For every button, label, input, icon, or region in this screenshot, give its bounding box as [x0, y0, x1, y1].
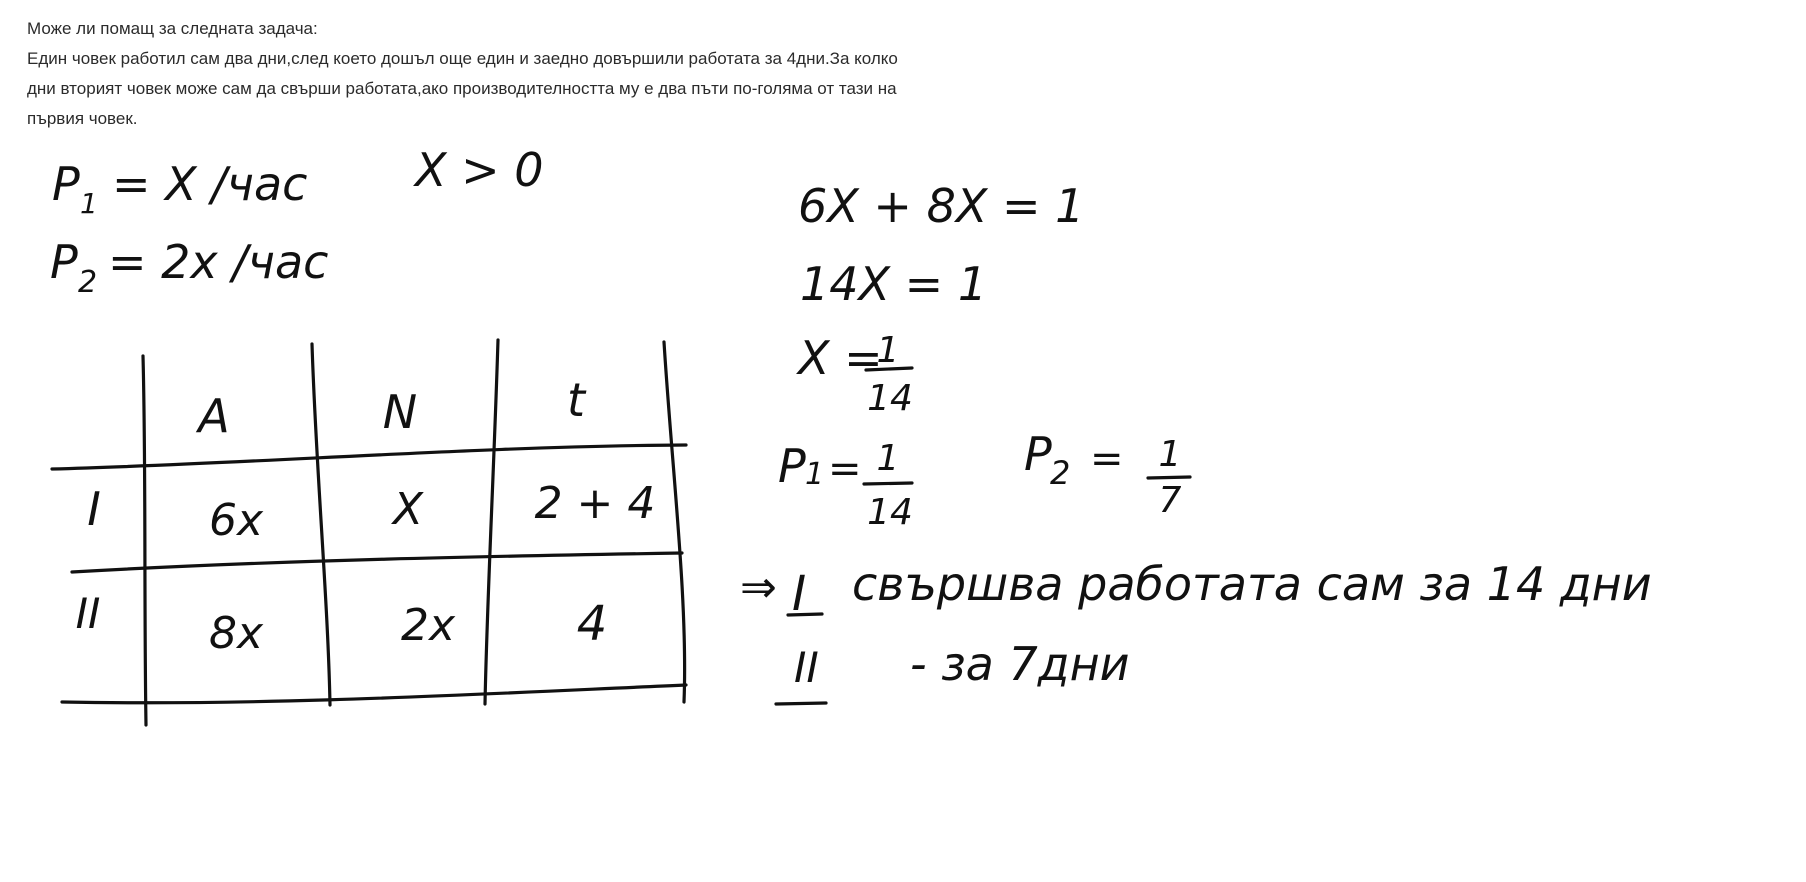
- question-line: дни вторият човек може сам да свърши работата,ако производителността му е два пъти по-голяма от тази на: [27, 79, 897, 98]
- x-positive-condition: X > 0: [415, 143, 544, 197]
- p2-subscript: 2: [78, 265, 98, 300]
- table-header: N: [382, 385, 418, 439]
- p2-result-equals: =: [1090, 436, 1124, 482]
- table-row-label: I: [87, 482, 101, 536]
- table-cell: X: [392, 484, 424, 535]
- fraction-denominator: 7: [1158, 480, 1182, 521]
- table-cell: 2x: [400, 600, 456, 651]
- fraction-denominator: 14: [867, 378, 913, 419]
- fraction-numerator: 1: [1158, 434, 1182, 475]
- table-line: [52, 445, 686, 469]
- work-table-grid: [52, 340, 686, 725]
- p2-symbol: P: [50, 235, 78, 289]
- question-line: първия човек.: [27, 109, 138, 128]
- definitions: [50, 143, 544, 300]
- p2-definition: = 2x /час: [108, 235, 329, 289]
- fraction-numerator: 1: [876, 330, 900, 371]
- p1-subscript: 1: [80, 187, 98, 220]
- conclusion: [740, 557, 1652, 704]
- table-cell: 6x: [208, 495, 264, 546]
- table-cell: 8x: [208, 608, 264, 659]
- question-heading: Може ли помащ за следната задача:: [27, 19, 318, 38]
- conclusion-text: свършва работата сам за 14 дни: [852, 557, 1652, 611]
- fraction-denominator: 14: [867, 492, 913, 533]
- x-solution-lhs: X =: [798, 331, 883, 385]
- underline: [776, 703, 826, 704]
- table-cell: 4: [576, 596, 608, 652]
- p1-symbol: P: [52, 157, 80, 211]
- equation-line: 6X + 8X = 1: [798, 179, 1085, 233]
- fraction-bar: [864, 483, 912, 484]
- conclusion-label: II: [794, 643, 819, 692]
- p1-definition: = X /час: [112, 157, 308, 211]
- p1-result-subscript: 1: [805, 457, 825, 492]
- work-table: [76, 373, 656, 659]
- table-header: A: [198, 389, 230, 443]
- p1-result-symbol: P: [778, 439, 806, 493]
- fraction-bar: [1148, 477, 1190, 478]
- table-line: [485, 340, 498, 704]
- table-line: [664, 342, 685, 702]
- implies-arrow: ⇒: [740, 562, 777, 613]
- fraction-numerator: 1: [876, 438, 900, 479]
- table-cell: 2 + 4: [534, 478, 656, 529]
- p2-result-symbol: P: [1024, 427, 1052, 481]
- table-line: [72, 553, 682, 572]
- p2-result-subscript: 2: [1050, 454, 1071, 492]
- conclusion-text: - за 7дни: [910, 637, 1130, 691]
- fraction-bar: [866, 368, 912, 370]
- equation-line: 14X = 1: [800, 257, 988, 311]
- underline: [788, 614, 822, 615]
- conclusion-label: I: [792, 566, 807, 622]
- question-line: Един човек работил сам два дни,след което дошъл още един и заедно довършили работата за 4дни.За колко: [27, 49, 898, 68]
- solution-steps: [778, 179, 1190, 533]
- table-line: [62, 685, 686, 703]
- table-line: [143, 356, 146, 725]
- table-line: [312, 344, 330, 705]
- table-header: t: [566, 373, 586, 427]
- p1-result-equals: =: [828, 446, 862, 492]
- table-row-label: II: [75, 589, 101, 638]
